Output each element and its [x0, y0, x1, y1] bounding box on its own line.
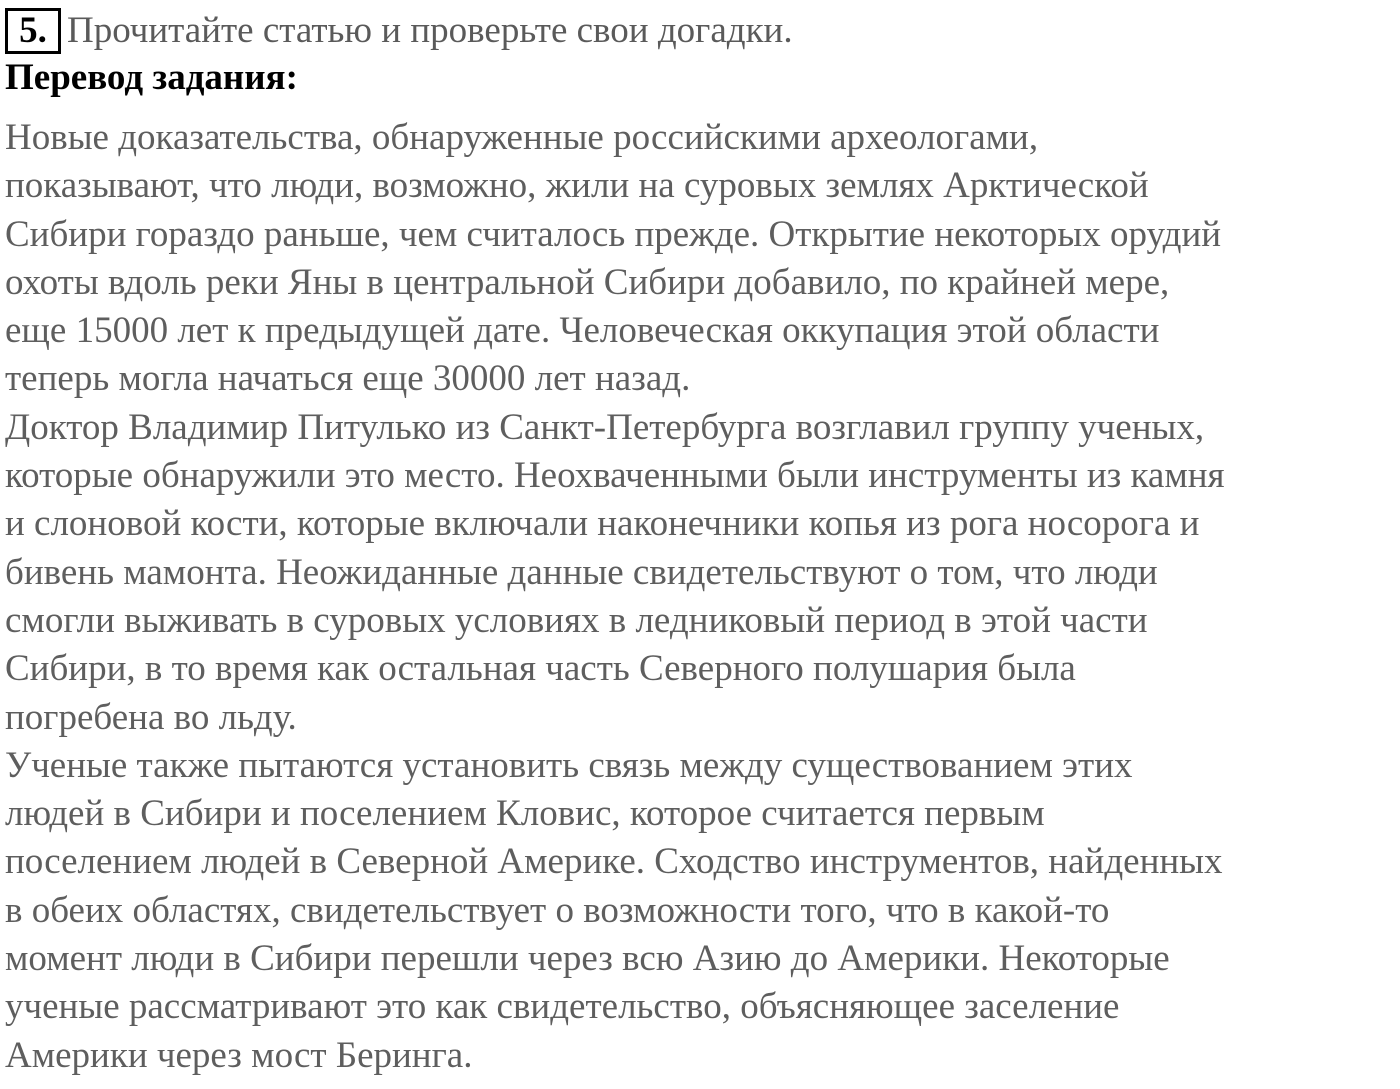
text-line: охоты вдоль реки Яны в центральной Сибири добавило, по крайней мере,	[5, 261, 1170, 303]
text-line: которые обнаружили это место. Неохваченными были инструменты из камня	[5, 455, 1225, 497]
task-instruction: Прочитайте статью и проверьте свои догадки.	[67, 10, 793, 51]
text-line: людей в Сибири и поселением Кловис, которое считается первым	[5, 793, 1045, 835]
text-line: теперь могла начаться еще 30000 лет назад.	[5, 358, 691, 400]
translation-heading: Перевод задания:	[5, 57, 298, 98]
translation-body	[5, 114, 1397, 1080]
text-line: и слоновой кости, которые включали наконечники копья из рога носорога и	[5, 503, 1200, 545]
text-line: Ученые также пытаются установить связь между существованием этих	[5, 744, 1133, 786]
text-line: Новые доказательства, обнаруженные российскими археологами,	[5, 117, 1039, 158]
task-number-badge: 5.	[5, 8, 61, 54]
text-line: Сибири гораздо раньше, чем считалось прежде. Открытие некоторых орудий	[5, 213, 1222, 255]
text-line: Доктор Владимир Питулько из Санкт-Петербурга возглавил группу ученых,	[5, 406, 1205, 448]
text-line: еще 15000 лет к предыдущей дате. Человеческая оккупация этой области	[5, 310, 1160, 352]
text-line: ученые рассматривают это как свидетельство, объясняющее заселение	[5, 986, 1120, 1028]
text-line: смогли выживать в суровых условиях в ледниковый период в этой части	[5, 599, 1148, 641]
text-line: погребена во льду.	[5, 696, 297, 738]
text-line: в обеих областях, свидетельствует о возможности того, что в какой-то	[5, 889, 1110, 931]
text-line: бивень мамонта. Неожиданные данные свидетельствуют о том, что люди	[5, 551, 1158, 593]
text-line: Сибири, в то время как остальная часть Северного полушария была	[5, 648, 1076, 690]
text-line: показывают, что люди, возможно, жили на суровых землях Арктической	[5, 165, 1149, 207]
text-line: Америки через мост Беринга.	[5, 1034, 473, 1076]
task-line	[5, 6, 1397, 56]
text-line: поселением людей в Северной Америке. Сходство инструментов, найденных	[5, 841, 1223, 883]
document-page	[5, 6, 1397, 1080]
text-line: момент люди в Сибири перешли через всю Азию до Америки. Некоторые	[5, 938, 1170, 980]
